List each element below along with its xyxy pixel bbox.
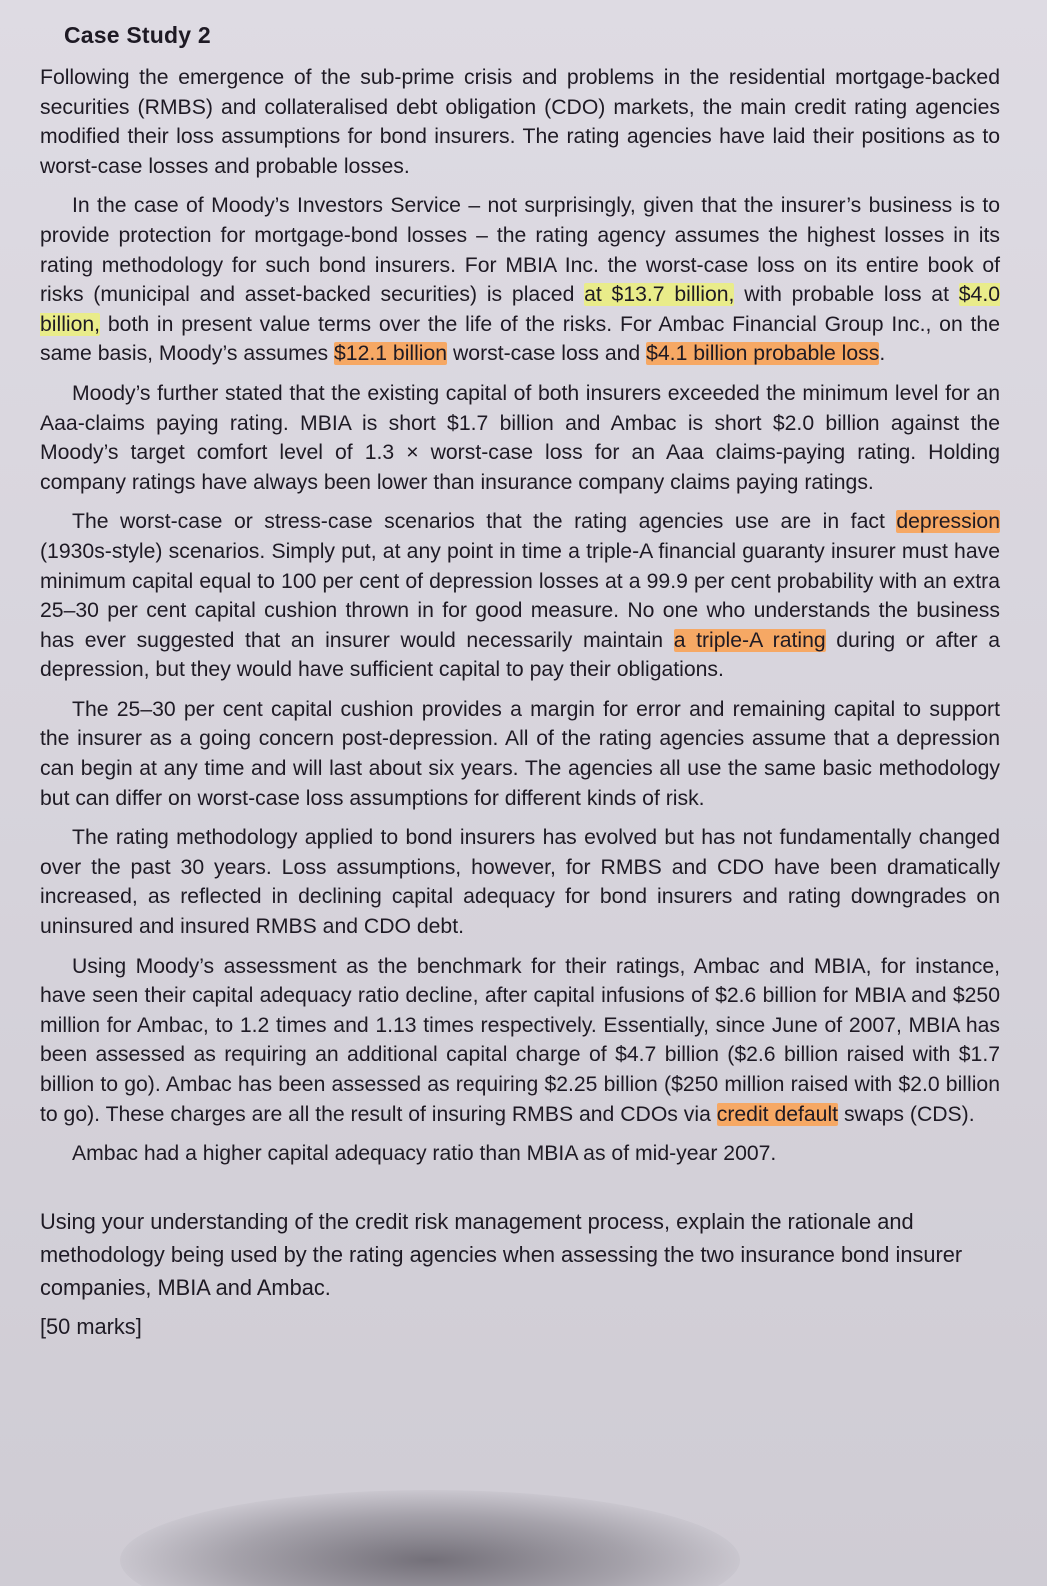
paragraph-2: In the case of Moody’s Investors Service – not surprisingly, given that the insurer’s business is to provide protection for mortgage-bond losses – the rating agency assumes the highest losses in its rating methodology for such bond insurers. For MBIA Inc. the worst-case loss on its entire book of risks (municipal and asset-backed securities) is placed at $13.7 billion, with probable loss at $4.0 billion, both in present value terms over the life of the risks. For Ambac Financial Group Inc., on the same basis, Moody’s assumes $12.1 billion worst-case loss and $4.1 billion probable loss. (40, 194, 1000, 366)
highlight-ambac-probable: $4.1 billion probable loss (646, 342, 880, 366)
question-text: Using your understanding of the credit risk management process, explain the rationale and methodology being used by the rating agencies when assessing the two insurance bond insurer companies, MBIA and Ambac. (40, 1208, 963, 1300)
paragraph-7: Using Moody’s assessment as the benchmark for their ratings, Ambac and MBIA, for instance, have seen their capital adequacy ratio decline, after capital infusions of $2.6 billion for MBIA and $250 million for Ambac, to 1.2 times and 1.13 times respectively. Essentially, since June of 2007, MBIA has been assessed as requiring an additional capital charge of $4.7 billion ($2.6 billion raised with $1.7 billion to go). Ambac has been assessed as requiring $2.25 billion ($250 million raised with $2.0 billion to go). These charges are all the result of insuring RMBS and CDOs via credit default swaps (CDS). (40, 954, 1000, 1126)
page-title: Case Study 2 (64, 22, 211, 48)
paragraph-1: Following the emergence of the sub-prime crisis and problems in the residential mortgage-backed securities (RMBS) and collateralised debt obligation (CDO) markets, the main credit rating agencies modified their loss assumptions for bond insurers. The rating agencies have laid their positions as to worst-case losses and probable losses. (40, 66, 1000, 178)
highlight-mbia-probable: $4.0 billion, (40, 283, 1000, 336)
paragraph-3: Moody’s further stated that the existing capital of both insurers exceeded the minimum level for an Aaa-claims paying rating. MBIA is short $1.7 billion and Ambac is short $2.0 billion against the Moody’s target comfort level of 1.3 × worst-case loss for an Aaa claims-paying rating. Holding company ratings have always been lower than insurance company claims paying ratings. (40, 381, 1000, 494)
paragraph-4: The worst-case or stress-case scenarios that the rating agencies use are in fact depression (1930s-style) scenarios. Simply put, at any point in time a triple-A financial guaranty insurer must have minimum capital equal to 100 per cent of depression losses at a 99.9 per cent probability with an extra 25–30 per cent capital cushion thrown in for good measure. No one who understands the business has ever suggested that an insurer would necessarily maintain a triple-A rating during or after a depression, but they would have sufficient capital to pay their obligations. (40, 510, 1000, 682)
paragraph-5: The 25–30 per cent capital cushion provides a margin for error and remaining capital to support the insurer as a going concern post-depression. All of the rating agencies assume that a depression can begin at any time and will last about six years. The agencies all use the same basic methodology but can differ on worst-case loss assumptions for different kinds of risk. (40, 697, 1000, 810)
paragraph-8: Ambac had a higher capital adequacy ratio than MBIA as of mid-year 2007. (72, 1142, 777, 1166)
paragraph-6: The rating methodology applied to bond insurers has evolved but has not fundamentally changed over the past 30 years. Loss assumptions, however, for RMBS and CDO have been dramatically increased, as reflected in declining capital adequacy for bond insurers and rating downgrades on uninsured and insured RMBS and CDO debt. (40, 826, 1000, 939)
highlight-triple-a: a triple-A rating (673, 628, 826, 652)
hand-shadow (120, 1490, 740, 1586)
marks-label: [50 marks] (40, 1313, 142, 1339)
highlight-depression: depression (896, 510, 1000, 534)
case-study-text (40, 22, 1000, 1340)
highlight-ambac-worst-case: $12.1 billion (334, 342, 448, 366)
highlight-mbia-worst-case: at $13.7 billion, (584, 283, 735, 307)
highlight-credit-default: credit default (716, 1102, 839, 1126)
